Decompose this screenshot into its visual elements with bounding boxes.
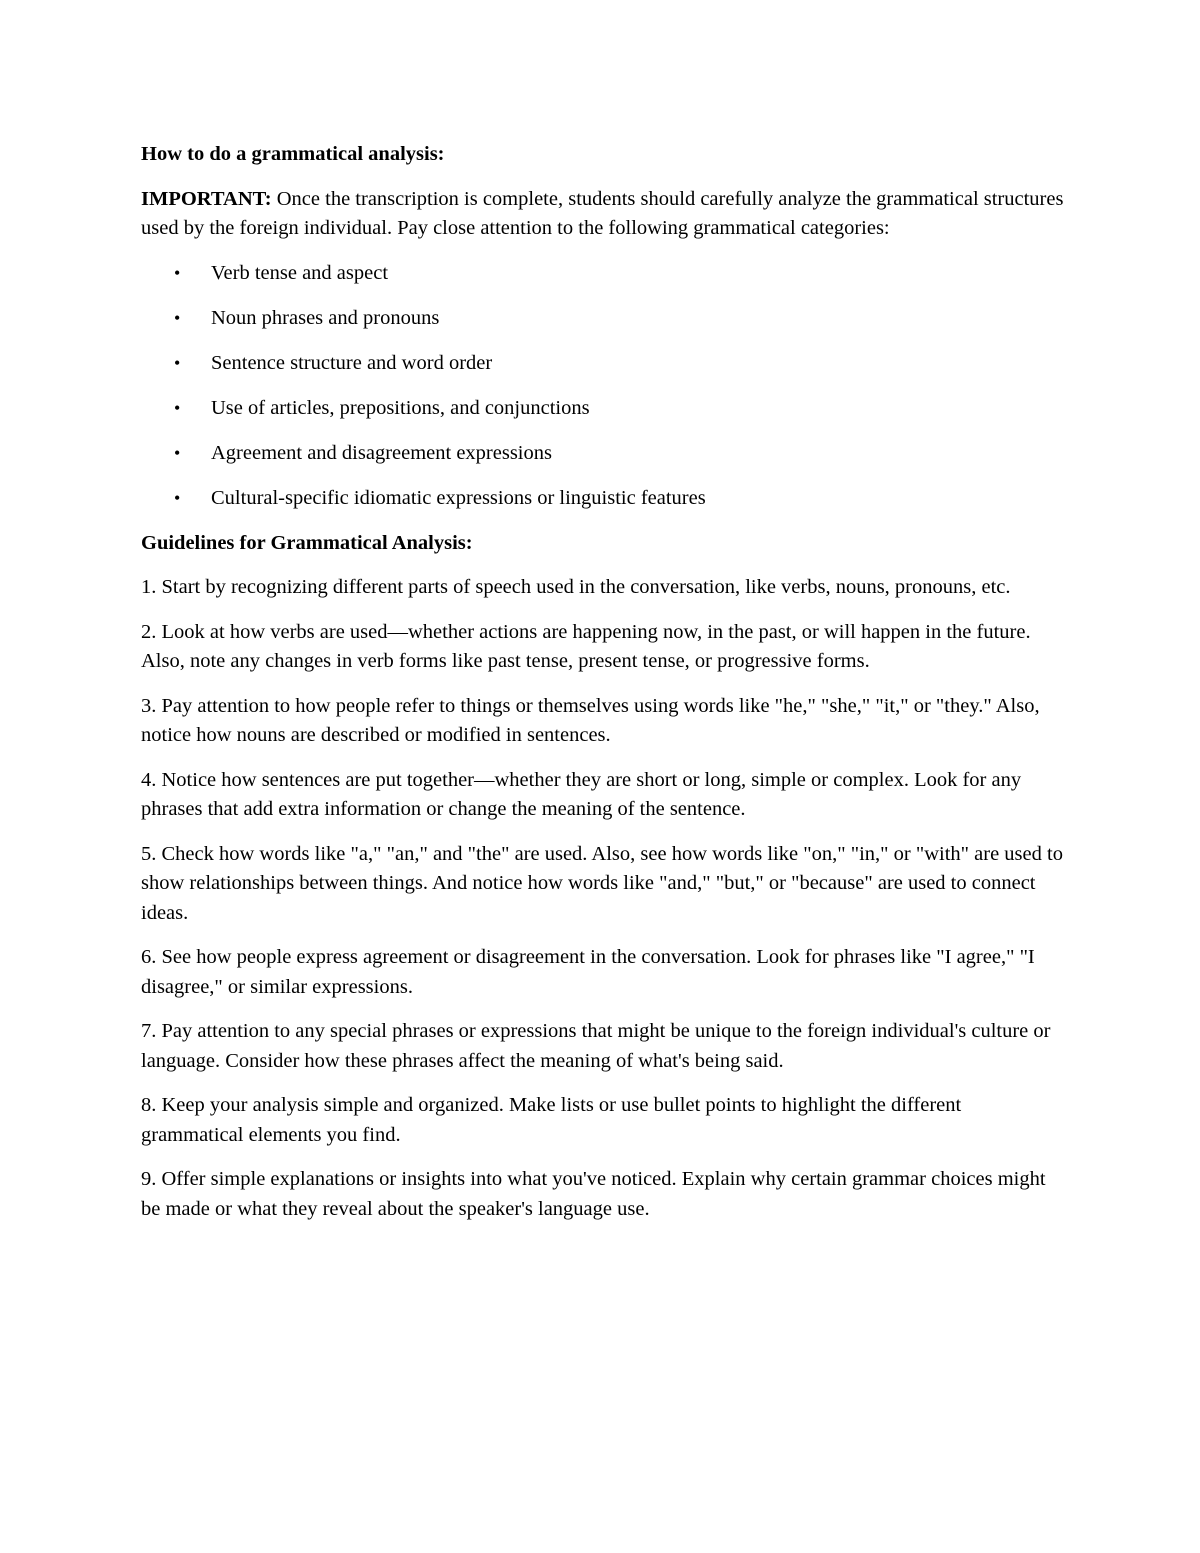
- guideline-item-6: 6. See how people express agreement or disagreement in the conversation. Look for phrases like "I agree," "I disagree," or similar expressions.: [141, 946, 1035, 998]
- guideline-item-8: 8. Keep your analysis simple and organized. Make lists or use bullet points to highlight the different grammatical elements you find.: [141, 1094, 962, 1146]
- bullet-icon: •: [174, 487, 181, 508]
- list-item: [141, 349, 1066, 379]
- list-item: [141, 439, 1066, 469]
- guideline-item-2: 2. Look at how verbs are used—whether actions are happening now, in the past, or will happen in the future. Also, note any changes in verb forms like past tense, present tense, or progressive forms.: [141, 620, 1031, 672]
- guideline-item-5: 5. Check how words like "a," "an," and "the" are used. Also, see how words like "on," "in," or "with" are used to show relationships between things. And notice how words like "and," "but," or "because" are used to connect ideas.: [141, 842, 1063, 924]
- bullet-icon: •: [174, 307, 181, 328]
- bullet-icon: •: [174, 352, 181, 373]
- document-page: [141, 140, 1066, 1239]
- guideline-item-7: 7. Pay attention to any special phrases or expressions that might be unique to the foreign individual's culture or language. Consider how these phrases affect the meaning of what's being said.: [141, 1020, 1051, 1072]
- guideline-item-3: 3. Pay attention to how people refer to things or themselves using words like "he," "she," "it," or "they." Also, notice how nouns are described or modified in sentences.: [141, 694, 1040, 746]
- list-item-text: Verb tense and aspect: [211, 261, 389, 284]
- list-item: [141, 304, 1066, 334]
- bullet-icon: •: [174, 262, 181, 283]
- section-heading-guidelines: Guidelines for Grammatical Analysis:: [141, 531, 473, 554]
- list-item: [141, 259, 1066, 289]
- guideline-item-9: 9. Offer simple explanations or insights into what you've noticed. Explain why certain grammar choices might be made or what they reveal about the speaker's language use.: [141, 1168, 1046, 1220]
- list-item-text: Cultural-specific idiomatic expressions or linguistic features: [211, 486, 706, 509]
- section-heading-how-to: How to do a grammatical analysis:: [141, 143, 445, 165]
- important-paragraph: [141, 185, 1066, 244]
- important-label: IMPORTANT:: [141, 187, 272, 210]
- list-item-text: Use of articles, prepositions, and conjunctions: [211, 396, 590, 419]
- list-item: [141, 394, 1066, 424]
- bullet-icon: •: [174, 442, 181, 463]
- list-item-text: Agreement and disagreement expressions: [211, 441, 552, 464]
- grammatical-categories-list: [141, 259, 1066, 514]
- list-item-text: Noun phrases and pronouns: [211, 306, 440, 329]
- bullet-icon: •: [174, 397, 181, 418]
- list-item: [141, 484, 1066, 514]
- guideline-item-4: 4. Notice how sentences are put together—whether they are short or long, simple or complex. Look for any phrases that add extra information or change the meaning of the sentence.: [141, 768, 1022, 820]
- list-item-text: Sentence structure and word order: [211, 351, 493, 374]
- guideline-item-1: 1. Start by recognizing different parts of speech used in the conversation, like verbs, nouns, pronouns, etc.: [141, 576, 1011, 598]
- important-text: Once the transcription is complete, students should carefully analyze the grammatical structures used by the foreign individual. Pay close attention to the following grammatical categories:: [141, 187, 1064, 239]
